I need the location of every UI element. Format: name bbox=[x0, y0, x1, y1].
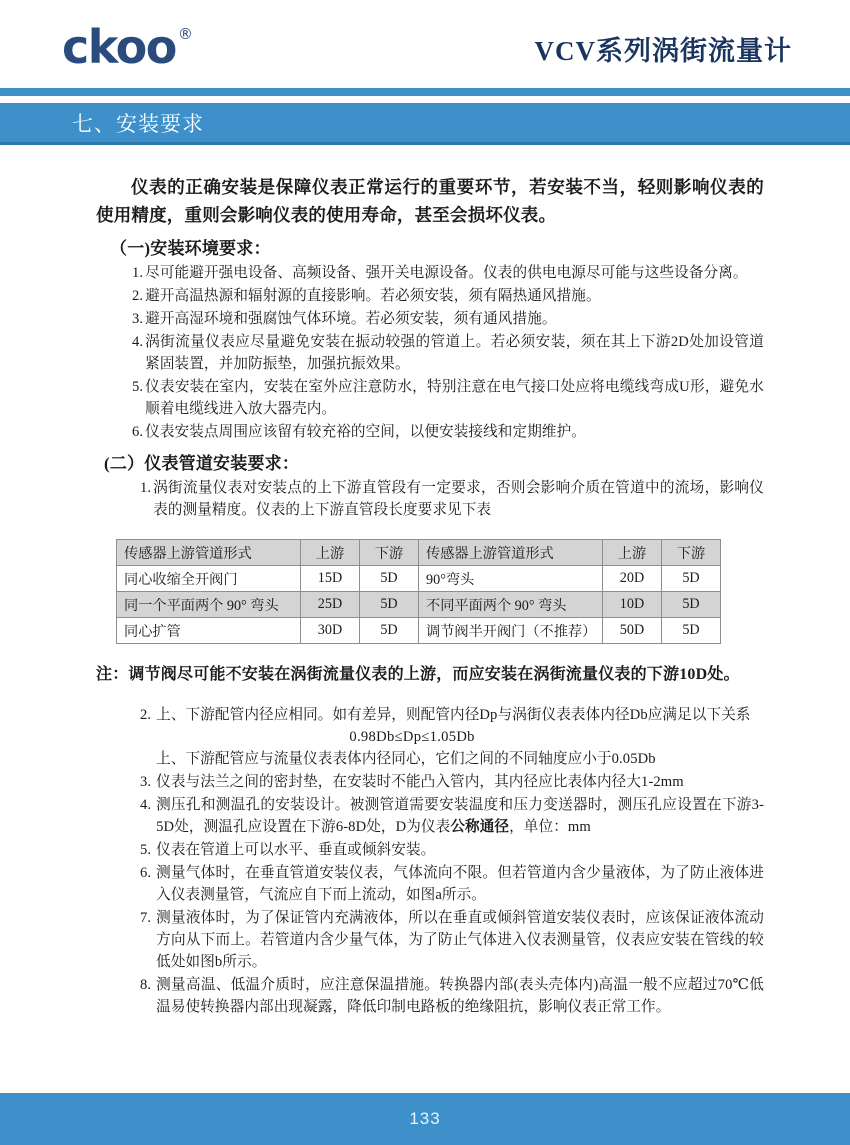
list-item bbox=[140, 839, 764, 861]
table-cell: 25D bbox=[301, 592, 360, 618]
table-cell: 同一个平面两个 90° 弯头 bbox=[117, 592, 301, 618]
table-cell: 5D bbox=[360, 618, 419, 644]
header-rule-top bbox=[0, 88, 850, 96]
table-header-cell: 传感器上游管道形式 bbox=[117, 540, 301, 566]
section-heading-band bbox=[0, 103, 850, 142]
table-cell: 90°弯头 bbox=[419, 566, 603, 592]
list-item-number: 2. bbox=[132, 287, 144, 304]
table-cell: 5D bbox=[360, 566, 419, 592]
section-heading-title: 七、安装要求 bbox=[72, 111, 204, 136]
list-item-number: 4. bbox=[132, 333, 144, 350]
table-cell: 5D bbox=[662, 566, 721, 592]
list-item-number: 4. bbox=[140, 797, 152, 814]
registered-trademark-icon: ® bbox=[177, 25, 193, 43]
list-item-text: 尽可能避开强电设备、高频设备、强开关电源设备。仪表的供电电源尽可能与这些设备分离。 bbox=[145, 264, 748, 281]
list-item bbox=[140, 794, 764, 838]
straight-pipe-table-wrapper bbox=[116, 539, 764, 644]
table-header-cell: 上游 bbox=[603, 540, 662, 566]
list-item-number: 2. bbox=[140, 707, 152, 723]
list-item bbox=[132, 331, 764, 375]
list-item bbox=[140, 771, 764, 793]
intro-paragraph: 仪表的正确安装是保障仪表正常运行的重要环节，若安装不当，轻则影响仪表的使用精度，重则会影响仪表的使用寿命，甚至会损坏仪表。 bbox=[96, 177, 764, 226]
brand-logo bbox=[62, 20, 193, 74]
formula-line: 0.98Db≤Dp≤1.05Db bbox=[349, 729, 475, 746]
list-item-number: 1. bbox=[132, 264, 144, 281]
list-item bbox=[140, 907, 764, 973]
list-item-number: 8. bbox=[140, 977, 152, 994]
table-cell: 10D bbox=[603, 592, 662, 618]
table-header-cell: 上游 bbox=[301, 540, 360, 566]
list-item-main: 测压孔和测温孔的安装设计。被测管道需要安装温度和压力变送器时，测压孔应设置在下游3-5D处，测温孔应设置在下游6-8D处，D为仪表 bbox=[156, 797, 764, 836]
list-item-text: 测量高温、低温介质时，应注意保温措施。转换器内部(表头壳体内)高温一般不应超过70℃低温易使转换器内部出现凝露，降低印制电路板的绝缘阻抗，影响仪表正常工作。 bbox=[156, 977, 764, 1016]
list-item-text: 仪表安装点周围应该留有较充裕的空间，以便安装接线和定期维护。 bbox=[145, 423, 586, 440]
list-item-text: 测量液体时，为了保证管内充满液体，所以在垂直或倾斜管道安装仪表时，应该保证液体流动方向从下而上。若管道内含少量气体，为了防止气体进入仪表测量管，仪表应安装在管线的较低处如图b所示。 bbox=[156, 910, 764, 971]
page-footer bbox=[0, 1093, 850, 1145]
table-row bbox=[117, 566, 721, 592]
table-cell: 调节阀半开阀门（不推荐） bbox=[419, 618, 603, 644]
list-item-text bbox=[156, 794, 764, 838]
page-content bbox=[0, 145, 850, 1018]
table-header-cell: 下游 bbox=[662, 540, 721, 566]
table-header-cell: 传感器上游管道形式 bbox=[419, 540, 603, 566]
list-item-text: 涡街流量仪表应尽量避免安装在振动较强的管道上。若必须安装，须在其上下游2D处加设管道紧固装置，并加防振垫，加强抗振效果。 bbox=[145, 333, 764, 372]
table-cell: 不同平面两个 90° 弯头 bbox=[419, 592, 603, 618]
list-item-number: 7. bbox=[140, 910, 152, 927]
list-item-emphasis: 公称通径 bbox=[450, 819, 510, 836]
table-cell: 5D bbox=[360, 592, 419, 618]
table-header-cell: 下游 bbox=[360, 540, 419, 566]
list-item-text: 仪表在管道上可以水平、垂直或倾斜安装。 bbox=[156, 842, 436, 859]
list-item-tail: ，单位：mm bbox=[509, 819, 591, 836]
list-item bbox=[132, 285, 764, 307]
list-item-number: 6. bbox=[132, 423, 144, 440]
pipe-install-list-first bbox=[96, 477, 764, 521]
page-number: 133 bbox=[409, 1109, 441, 1128]
table-note: 注：调节阀尽可能不安装在涡街流量仪表的上游，而应安装在涡街流量仪表的下游10D处。 bbox=[96, 666, 740, 683]
list-item bbox=[132, 262, 764, 284]
product-title: VCV系列涡街流量计 bbox=[534, 35, 792, 66]
install-environment-list bbox=[96, 262, 764, 443]
list-item-number: 1. bbox=[140, 479, 152, 496]
list-item-continuation: 上、下游配管应与流量仪表表体内径同心，它们之间的不同轴度应小于0.05Db bbox=[156, 751, 656, 768]
table-cell: 5D bbox=[662, 618, 721, 644]
table-cell: 30D bbox=[301, 618, 360, 644]
list-item-main: 上、下游配管内径应相同。如有差异，则配管内径Dp与涡街仪表表体内径Db应满足以下关系 bbox=[156, 707, 751, 723]
table-cell: 同心收缩全开阀门 bbox=[117, 566, 301, 592]
list-item bbox=[132, 308, 764, 330]
table-cell: 15D bbox=[301, 566, 360, 592]
header-rule-gap bbox=[0, 96, 850, 103]
subsection-heading-two: (二）仪表管道安装要求： bbox=[104, 453, 300, 473]
list-item-number: 5. bbox=[140, 842, 152, 859]
table-cell: 5D bbox=[662, 592, 721, 618]
table-cell: 50D bbox=[603, 618, 662, 644]
list-item bbox=[140, 862, 764, 906]
list-item bbox=[140, 477, 764, 521]
list-item-text: 仪表安装在室内，安装在室外应注意防水，特别注意在电气接口处应将电缆线弯成U形，避免水顺着电缆线进入放大器壳内。 bbox=[145, 378, 764, 417]
list-item-number: 3. bbox=[140, 774, 152, 791]
table-cell: 20D bbox=[603, 566, 662, 592]
list-item-text: 测量气体时，在垂直管道安装仪表，气体流向不限。但若管道内含少量液体，为了防止液体进入仪表测量管，气流应自下而上流动，如图a所示。 bbox=[156, 865, 764, 904]
table-row bbox=[117, 592, 721, 618]
list-item-text: 涡街流量仪表对安装点的上下游直管段有一定要求，否则会影响介质在管道中的流场，影响仪表的测量精度。仪表的上下游直管段长度要求见下表 bbox=[153, 479, 764, 518]
list-item bbox=[140, 704, 764, 770]
list-item-text: 避开高温热源和辐射源的直接影响。若必须安装，须有隔热通风措施。 bbox=[145, 287, 601, 304]
logo-wordmark: ckoo bbox=[62, 20, 176, 74]
list-item-number: 3. bbox=[132, 310, 144, 327]
table-header-row bbox=[117, 540, 721, 566]
list-item bbox=[140, 974, 764, 1018]
list-item-text bbox=[156, 704, 764, 770]
page-masthead bbox=[0, 0, 850, 88]
pipe-install-list-rest bbox=[96, 704, 764, 1018]
subsection-heading-one: （一)安装环境要求： bbox=[110, 238, 271, 258]
list-item-text: 避开高湿环境和强腐蚀气体环境。若必须安装，须有通风措施。 bbox=[145, 310, 557, 327]
list-item bbox=[132, 421, 764, 443]
list-item-number: 5. bbox=[132, 378, 144, 395]
note-spacer bbox=[96, 684, 764, 704]
straight-pipe-length-table bbox=[116, 539, 721, 644]
table-row bbox=[117, 618, 721, 644]
list-item-number: 6. bbox=[140, 865, 152, 882]
table-cell: 同心扩管 bbox=[117, 618, 301, 644]
list-item bbox=[132, 376, 764, 420]
list-item-text: 仪表与法兰之间的密封垫，在安装时不能凸入管内，其内径应比表体内径大1-2mm bbox=[156, 774, 684, 791]
